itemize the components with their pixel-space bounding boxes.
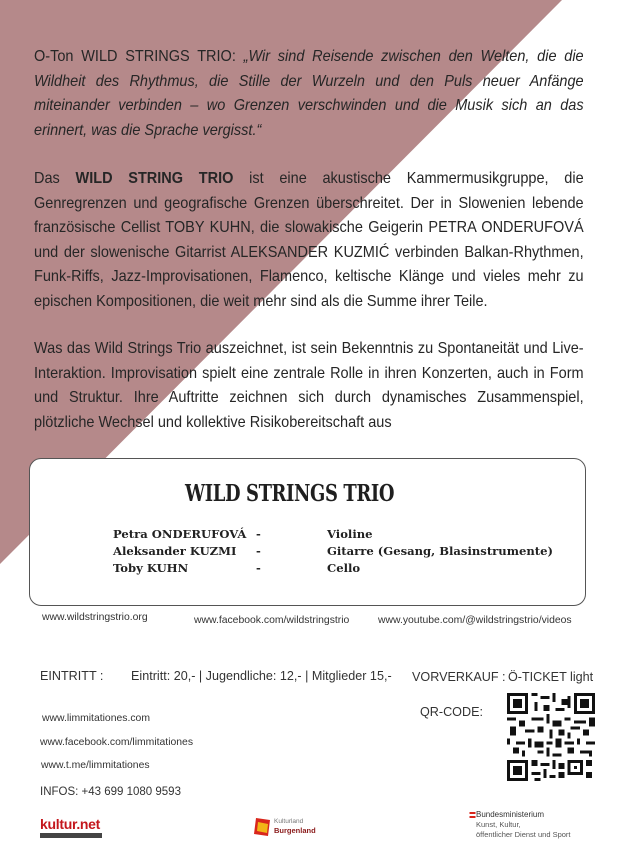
entry-label: EINTRITT : [40, 669, 104, 683]
entry-prices: Eintritt: 20,- | Jugendliche: 12,- | Mitglieder 15,- [131, 669, 392, 683]
kultur-net-logo [40, 816, 102, 838]
intro-paragraph [34, 45, 584, 143]
youtube-link[interactable]: www.youtube.com/@wildstringstrio/videos [378, 615, 572, 626]
burgenland-logo [254, 814, 324, 840]
presale-value: Ö-TICKET light [508, 670, 594, 684]
facebook-link[interactable]: www.facebook.com/wildstringstrio [194, 615, 350, 626]
organizer-site-link[interactable]: www.limmitationes.com [42, 713, 150, 724]
member-name: Toby KUHN [113, 561, 189, 575]
intro-quote: „Wir sind Reisende zwischen den Welten, die die Wildheit des Rhythmus, die Stille der Wurzeln und den Puls neuer Anfänge miteinander verbinden – wo Grenzen verschwinden und die Musik sich an das erinnert, was die Sprache vergisst.“ [34, 48, 584, 139]
member-dash: - [256, 527, 261, 541]
about-paragraph [34, 167, 584, 315]
member-name: Aleksander KUZMI [113, 544, 237, 558]
organizer-facebook-link[interactable]: www.facebook.com/limmitationes [40, 737, 194, 748]
qr-code[interactable] [507, 693, 595, 781]
member-instrument: Gitarre (Gesang, Blasinstrumente) [327, 544, 553, 558]
website-link[interactable]: www.wildstringstrio.org [42, 612, 148, 623]
member-instrument: Violine [327, 527, 373, 541]
lineup-title: WILD STRINGS TRIO [185, 480, 395, 507]
spontaneity-paragraph: Was das Wild Strings Trio auszeichnet, ist sein Bekenntnis zu Spontaneität und Live-Interaktion. Improvisation spielt eine zentrale Rolle in ihren Konzerten, auch in Form und Struktur. Ihre Auftritte zeichnen sich durch dynamisches Zusammenspiel, plötzliche Wechsel und kollektive Risikobereitschaft aus [34, 340, 584, 431]
about-text-start: Das [34, 170, 76, 187]
member-instrument: Cello [327, 561, 361, 575]
ministry-line2 [476, 820, 571, 839]
about-band-name: WILD STRING TRIO [75, 170, 234, 187]
ministry-line3-text: öffentlicher Dienst und Sport [476, 829, 571, 839]
kultur-net-bar [40, 833, 102, 838]
intro-prefix: O-Ton WILD STRINGS TRIO: [34, 48, 244, 65]
member-dash: - [256, 544, 261, 558]
ministry-line1: Bundesministerium [476, 810, 545, 819]
organizer-telegram-link[interactable]: www.t.me/limmitationes [41, 760, 150, 771]
burgenland-line2: Burgenland [274, 826, 316, 835]
kultur-net-text: kultur.net [40, 816, 101, 832]
ministry-line2-text: Kunst, Kultur, [476, 820, 521, 829]
about-text-rest: ist eine akustische Kammermusikgruppe, die Genregrenzen und geografische Grenzen überschreitet. Der in Slowenien lebende französische Cellist TOBY KUHN, die slowakische Geigerin PETRA ONDERUFOVÁ und der slowenische Gitarrist ALEKSANDER KUZMIĆ verbinden Balkan-Rhythmen, Funk-Riffs, Jazz-Improvisationen, Flamenco, keltische Klänge und vieles mehr zu epischen Kompositionen, die weit mehr sind als die Summe ihrer Teile. [34, 170, 584, 310]
infos-phone: INFOS: +43 699 1080 9593 [40, 786, 181, 798]
member-dash: - [256, 561, 261, 575]
austria-flag-icon [469, 812, 476, 818]
presale-label: VORVERKAUF : [412, 670, 506, 684]
burgenland-icon [254, 816, 272, 838]
burgenland-line1: Kulturland [274, 818, 304, 825]
qr-label: QR-CODE: [420, 705, 483, 719]
member-name: Petra ONDERUFOVÁ [113, 527, 247, 541]
